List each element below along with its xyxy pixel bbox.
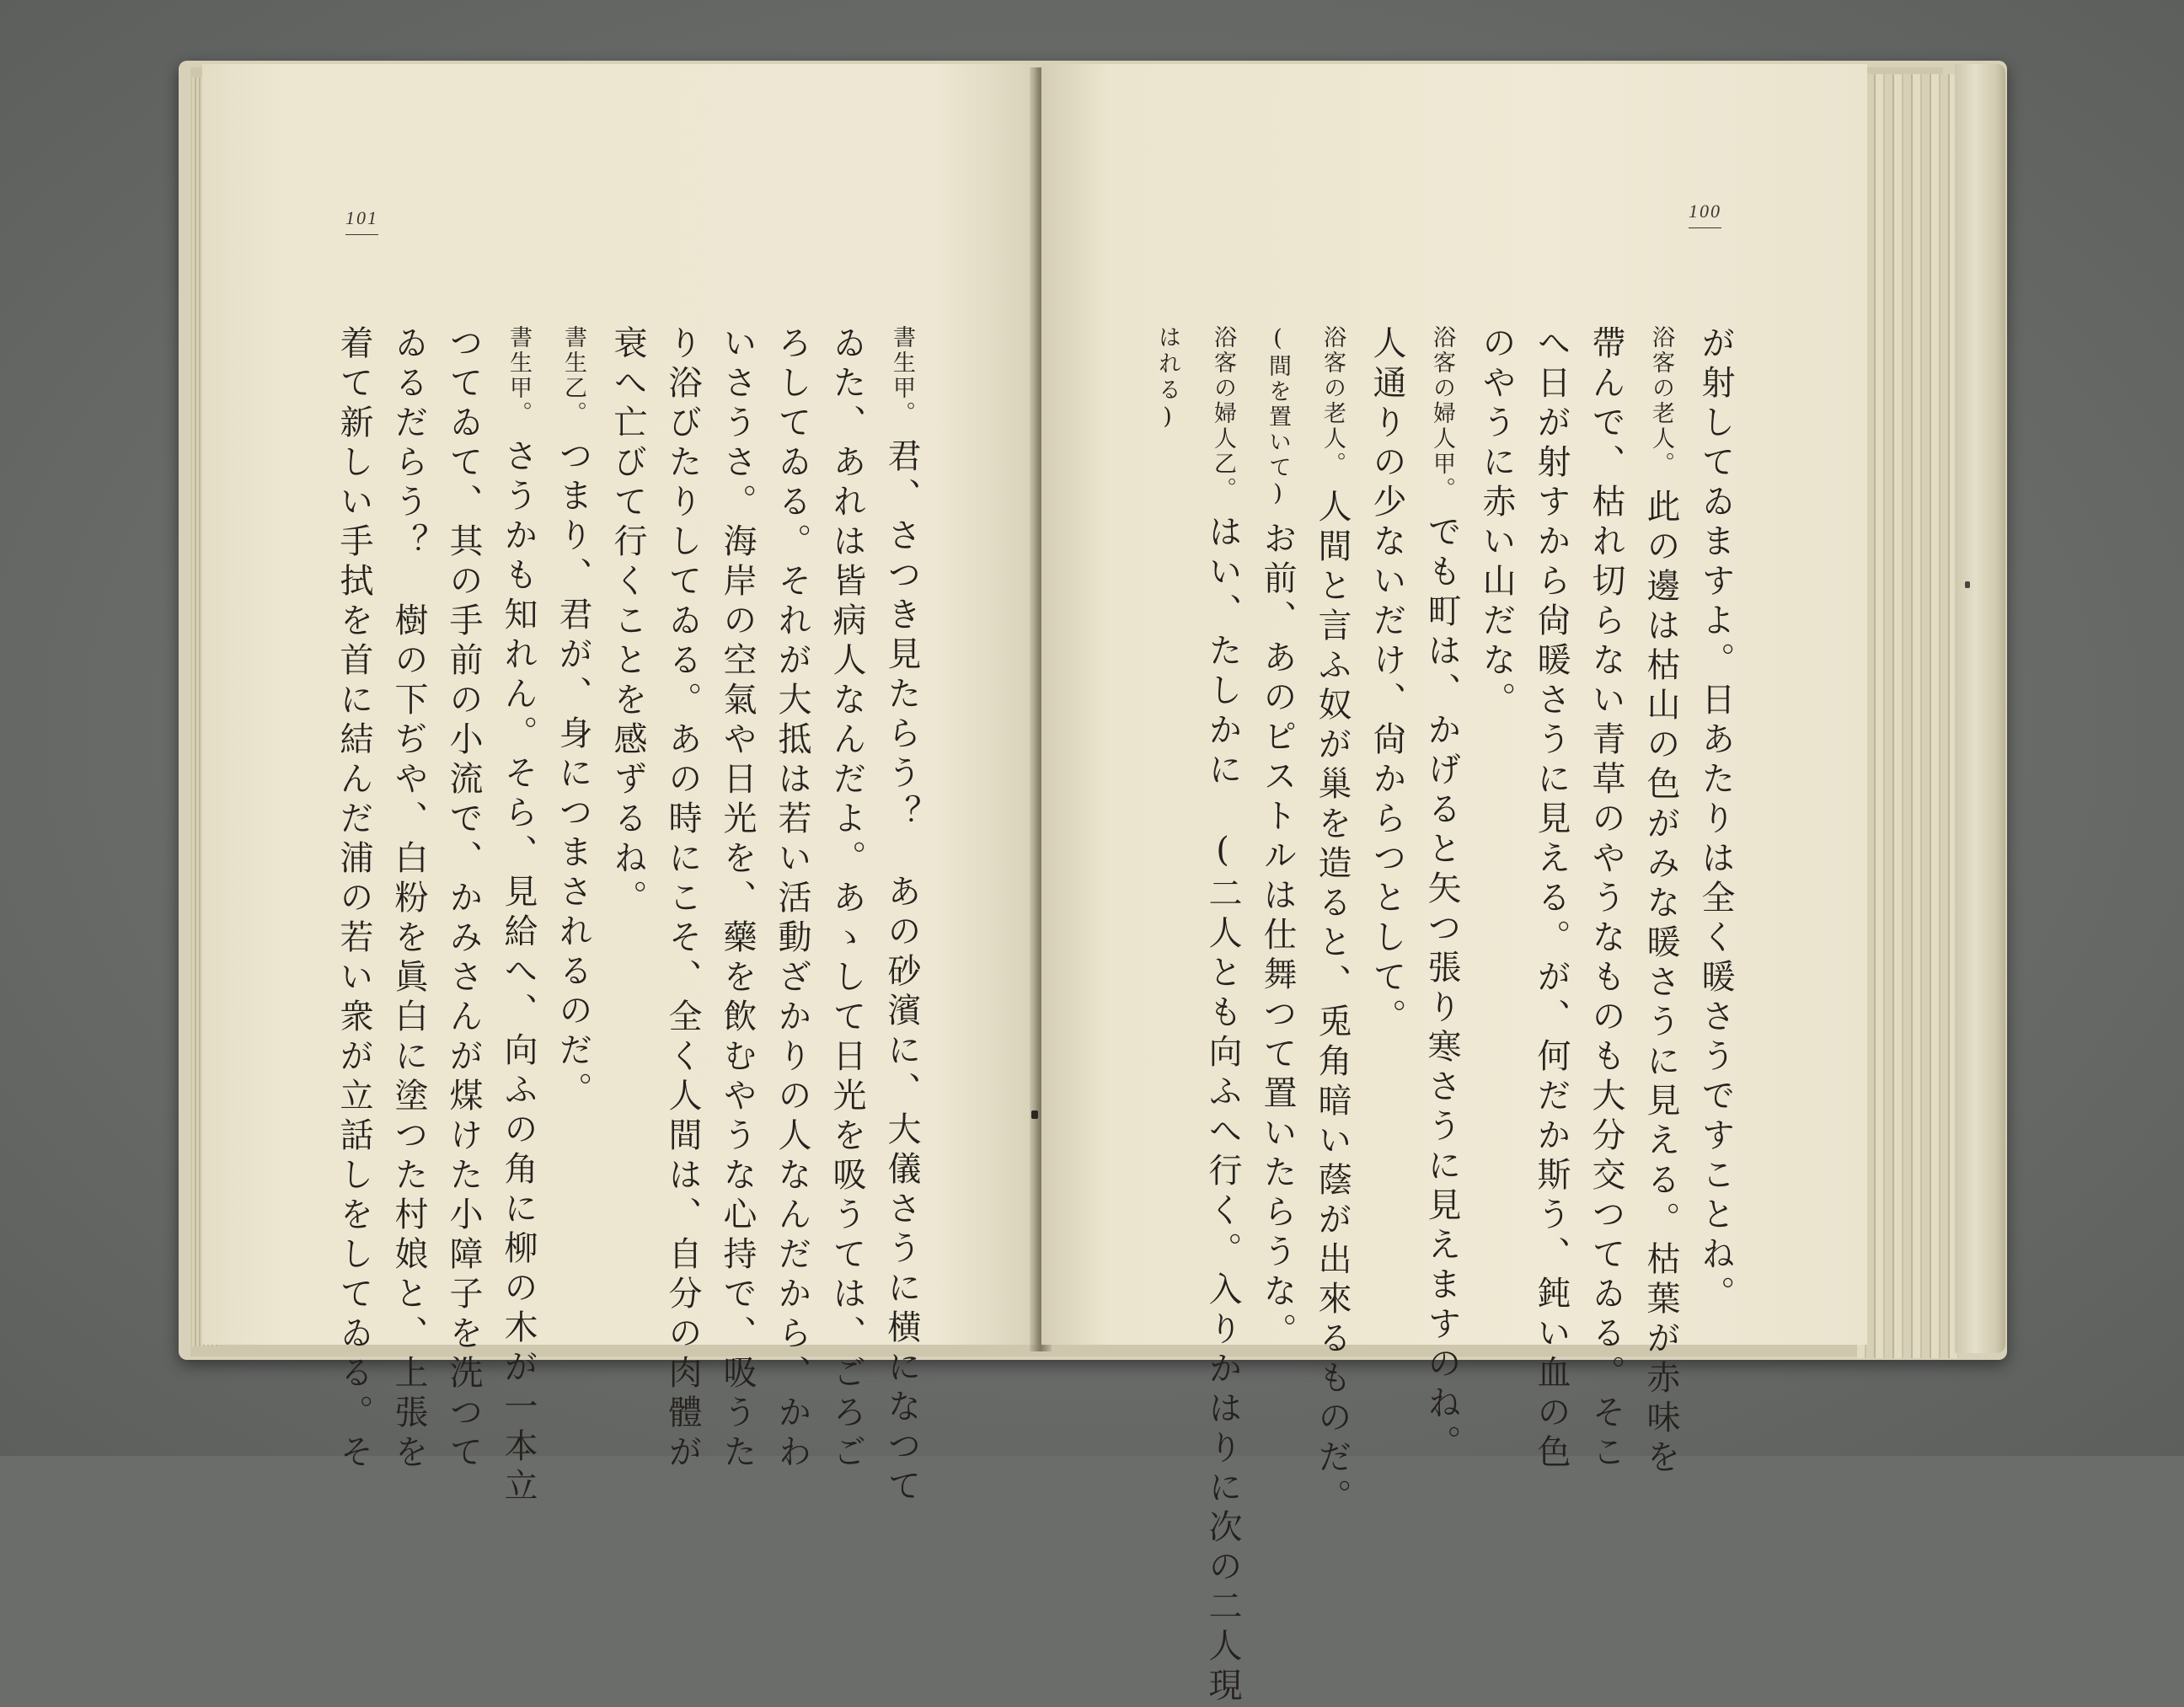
left-page (202, 64, 1036, 1507)
dialogue-text: ろしてゐる。それが大抵は若い活動ざかりの人なんだから、かわ (773, 325, 811, 1474)
right-col-11 (1156, 325, 1179, 433)
dialogue-text: 君、さつき見たらう？ あの砂濱に、大儀さうに横になつて (882, 438, 921, 1507)
ink-mark (1965, 581, 1970, 588)
dialogue-text: へ日が射すから尙暖さうに見える。が、何だか斯う、鈍い血の色 (1532, 325, 1571, 1474)
left-page-number: 101 (345, 207, 378, 235)
dialogue-text: 着て新しい手拭を首に結んだ浦の若い衆が立話しをしてゐる。そ (335, 325, 373, 1474)
dialogue-text: 衰へ亡びて行くことを感ずるね。 (608, 325, 647, 919)
left-col-4 (718, 325, 757, 1474)
speaker-label: 浴客の婦人乙。 (1210, 325, 1236, 502)
left-col-6 (608, 325, 647, 919)
right-col-8 (1313, 325, 1352, 1518)
dialogue-text: 帶んで、枯れ切らない青草のやうなものも大分交つてゐる。そこ (1587, 325, 1625, 1474)
speaker-label: 書生甲。 (889, 325, 915, 426)
dialogue-text: ゐた、あれは皆病人なんだよ。あゝして日光を吸うては、ごろご (827, 325, 866, 1474)
right-page (1041, 64, 1867, 1707)
left-col-7 (556, 325, 590, 1111)
left-col-10 (389, 325, 428, 1474)
speaker-label: 浴客の老人。 (1320, 325, 1346, 477)
right-col-2 (1641, 325, 1680, 1479)
left-col-3 (775, 325, 809, 1474)
right-col-6 (1422, 325, 1461, 1464)
left-col-8 (499, 325, 538, 1507)
right-col-1 (1696, 325, 1735, 1315)
right-col-9 (1258, 325, 1297, 1352)
speaker-label: 浴客の婦人甲。 (1429, 325, 1455, 502)
dialogue-text: でも町は、かげると矢つ張り寒さうに見えますのね。 (1422, 514, 1461, 1464)
right-col-5 (1477, 325, 1516, 721)
dialogue-text: 人間と言ふ奴が巢を造ると、兎角暗い蔭が出來るものだ。 (1313, 489, 1352, 1518)
dialogue-text: 此の邊は枯山の色がみな暖さうに見える。枯葉が赤味を (1641, 489, 1680, 1479)
left-col-11 (337, 325, 371, 1474)
dialogue-text: ゐるだらう？ 樹の下ぢや、白粉を眞白に塗つた村娘と、上張を (389, 325, 428, 1474)
dialogue-text: つてゐて、其の手前の小流で、かみさんが煤けた小障子を洗つて (444, 325, 483, 1474)
dialogue-text: お前、あのピストルは仕舞つて置いたらうな。 (1258, 521, 1297, 1352)
dialogue-text: はい、たしかに (二人とも向ふへ行く。入りかはりに次の二人現 (1203, 514, 1242, 1707)
left-col-2 (827, 325, 866, 1474)
right-col-10 (1203, 325, 1242, 1707)
dialogue-text: が射してゐますよ。日あたりは全く暖さうですことね。 (1696, 325, 1735, 1315)
dialogue-text: 人通りの少ないだけ、尙からつとして。 (1368, 325, 1406, 1038)
left-col-5 (663, 325, 702, 1474)
left-col-9 (444, 325, 483, 1474)
book-spine-edge (1955, 64, 2005, 1353)
ink-mark (1031, 1110, 1038, 1119)
speaker-label: 書生乙。 (560, 325, 586, 426)
right-col-3 (1589, 325, 1623, 1474)
right-col-4 (1532, 325, 1571, 1474)
dialogue-text: つまり、君が、身につまされるのだ。 (554, 438, 592, 1111)
right-col-7 (1370, 325, 1404, 1038)
stage-direction-text: はれる) (1154, 325, 1180, 433)
right-page-edges (1857, 74, 1958, 1358)
right-page-number: 100 (1689, 201, 1721, 228)
left-col-1 (882, 325, 921, 1507)
speaker-label: 浴客の老人。 (1648, 325, 1674, 477)
dialogue-text: さうかも知れん。そら、見給へ、向ふの角に柳の木が一本立 (499, 438, 538, 1507)
stage-direction: (間を置いて) (1265, 325, 1291, 509)
dialogue-text: いさうさ。海岸の空氣や日光を、藥を飲むやうな心持で、吸うた (718, 325, 757, 1474)
dialogue-text: り浴びたりしてゐる。あの時にこそ、全く人間は、自分の肉體が (663, 325, 702, 1474)
speaker-label: 書生甲。 (506, 325, 532, 426)
dialogue-text: のやうに赤い山だな。 (1477, 325, 1516, 721)
